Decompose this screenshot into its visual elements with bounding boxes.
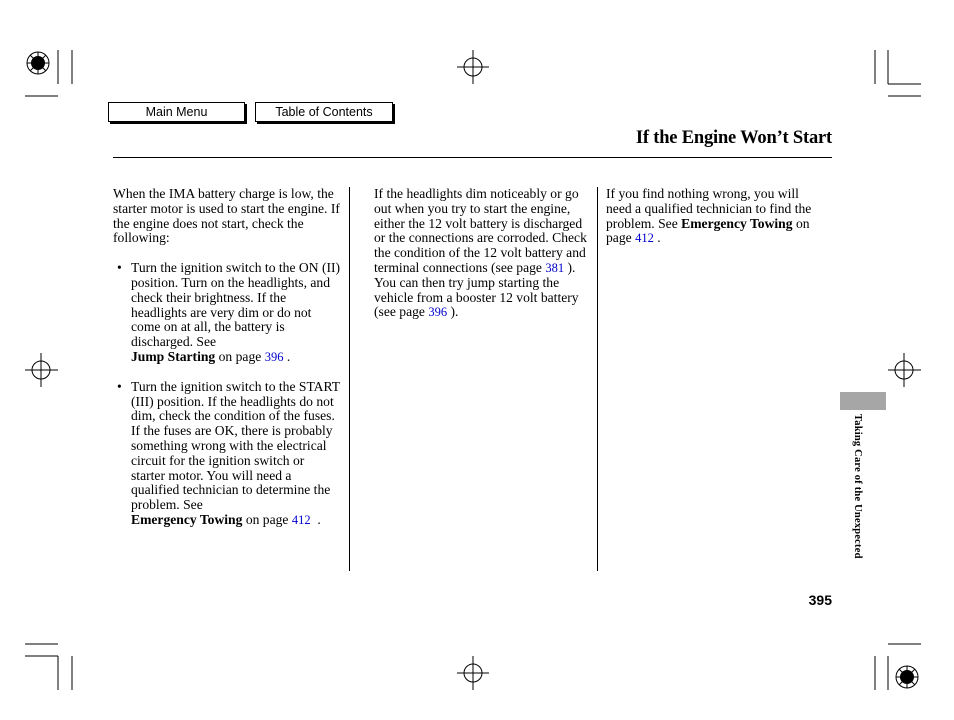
column-2 (374, 187, 588, 320)
page-number: 395 (808, 592, 832, 608)
column-1 (113, 187, 341, 528)
page-link[interactable]: 412 (291, 512, 311, 527)
title-rule (113, 157, 832, 158)
page-link[interactable]: 396 (264, 349, 284, 364)
column-divider (349, 187, 350, 571)
bullet-text: Turn the ignition switch to the START (III) position. If the headlights do not dim, check the condition of the fuses. If the fuses are OK, there is probably something wrong with the electrical circuit for the ignition switch or starter motor. You will need a qualified technician to determine the problem. See (131, 378, 340, 513)
bullet-icon: • (117, 260, 122, 276)
page-link[interactable]: 412 (635, 231, 654, 246)
section-label: Taking Care of the Unexpected (852, 414, 863, 559)
main-menu-button[interactable]: Main Menu (108, 102, 245, 122)
bullet-text: Turn the ignition switch to the ON (II) position. Turn on the headlights, and check their brightness. If the headlights are very dim or do not come on at all, the battery is discharged. See (131, 260, 341, 350)
list-item: • Turn the ignition switch to the ON (II) position. Turn on the headlights, and check their brightness. If the headlights are very dim or do not come on at all, the battery is discharged. See Jump Starting on page 396 . (117, 260, 341, 364)
section-tab-marker (840, 392, 886, 410)
paragraph: If you find nothing wrong, you will need a qualified technician to find the problem. See Emergency Towing on page 412 . (606, 186, 812, 246)
on-page-text: on page (245, 511, 289, 527)
bullet-icon: • (117, 378, 122, 394)
column-divider (597, 187, 598, 571)
list-item: • Turn the ignition switch to the START (III) position. If the headlights do not dim, check the condition of the fuses. If the fuses are OK, there is probably something wrong with the electrical circuit for the ignition switch or starter motor. You will need a qualified technician to determine the problem. See Emergency Towing on page 412 . (117, 378, 340, 527)
page-link[interactable]: 396 (428, 305, 448, 320)
paragraph-text: If the headlights dim noticeably or go out when you try to start the engine, either the 12 volt battery is discharged or the connections are corroded. Check the condition of the 12 volt battery and terminal connections (see page (374, 186, 587, 275)
on-page-text: on page (606, 215, 810, 246)
page-title: If the Engine Won’t Start (635, 128, 832, 148)
column-3 (606, 187, 822, 246)
on-page-text: on page (218, 348, 262, 364)
cross-reference: Jump Starting (131, 348, 216, 364)
paragraph-text: If you find nothing wrong, you will need a qualified technician to find the problem. See (606, 186, 812, 231)
intro-paragraph: When the IMA battery charge is low, the starter motor is used to start the engine. If the engine does not start, check the following: (113, 186, 340, 246)
cross-reference: Emergency Towing (131, 511, 243, 527)
paragraph-text: ). (450, 304, 459, 320)
paragraph-text: ). You can then try jump starting the vehicle from a booster 12 volt battery (see page (374, 259, 579, 320)
paragraph (374, 187, 588, 320)
table-of-contents-button[interactable]: Table of Contents (255, 102, 393, 122)
cross-reference: Emergency Towing (681, 215, 793, 231)
page-link[interactable]: 381 (545, 260, 565, 275)
